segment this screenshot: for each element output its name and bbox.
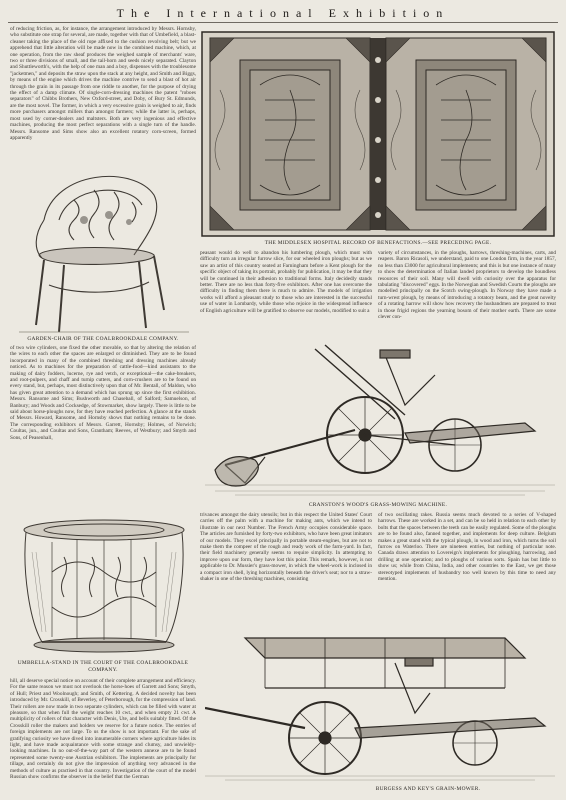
article-text-left-mid: of two wire cylinders, one fixed the other movable, so that by altering the relation of the wires to each other the spaces are enlarged or diminished. They are to be found incorporated in many of the combined threshing and dressing machines already noticed. As to machines for the preparation of cattle-food—kind assistants to the making of dairy fodders, lucerne, rye and vetch, or exceptional—the cake-breakers, and root-pulpers, and chaff and turnip cutters, and corn-crushers are to be found on every stand, but, perhaps, most distinctively upon that of Mr. Bentall, of Maldon, who has given great attention to a demand which has sprung up since the first exhibition. Messrs. Ransome and Sims; Bushworth and Chaseball, of Salford; Samuelson, of Banbury; and Woods and Cocksedge, of Stowmarket, show largely. There is little to be said about horse-ploughs now, for they have reached perfection. A glance at the stands of Messrs. Howard, Ransome, and Hornsby shows that nothing remains to be done. The corresponding exhibitors of Messrs. Garrett, Hornsby; Holmes, of Norwich; Coultas, jun., and Coultas and Sons, Grantham; Reeves, of Westbury; and Smyth and Sons, of Peasenhall, [10, 345, 196, 441]
caption-garden-chair: GARDEN-CHAIR OF THE COALBROOKDALE COMPANY. [27, 336, 179, 342]
article-text-left-bottom: hill, all deserve special notice on account of their complete arrangement and efficiency. For the same reason we must not overlook the horse-hoes of Garrett and Sons; Smyth, of Hull; Priest and Woolnough; and Smith, of Kettering. A decided novelty has been introduced by Mr. Crosskill, of Beverley, of Peterborough, for the compression of land. Their rollers are now made in two separate cylinders, which can be filled with water at pleasure, so that when full the weight reaches 10 cwt., and when empty 21 cwt. A multiplicity of rollers of that character with Denis, Ute, and bells suitably fitted. Of the Crosskill roller the makers and holders we reserve for a future notice. The entries of foreign implements are not large. To us the show is not important. For the sake of gratifying curiosity we have dived into innumerable corners where agriculture hides its light, and have made acquaintance with some strange and clumsy, and unwieldy-looking machines. In no out-of-the-way part of the western annexe are to be found represented some twenty-one Austrian exhibitors. The implements are principally for tillage, and certainly do not give the impression of anything very advanced in the methods of culture as practised in that country. Investigation of the court of the model Russian show confirms the observer in the belief that the German [10, 678, 196, 781]
header-rule [8, 22, 558, 23]
article-text-mid-b: variety of circumstances, in the ploughs, harrows, threshing-machines, carts, and reapers. Baron Ricasoli, we understand, paid to one London firm, in the year 1857, no less than £3000 for agricultural implements; and this is but one instance of many to show the determination of Italian landed proprietors to develop the boundless resources of their soil. Many will dwell with curiosity over the apparatus for tabulating "discovered" eggs. In the Norwegian and Swedish Courts the ploughs are modelled principally on the Scotch swing-plough. In Norway they have made a turn-wrest plough, by means of introducing a rotatory beam, and the great novelty of a rotating harrow will show how recovery the husbandmen are prepared to treat in those frigid regions the yearning bosom of their mother earth. There are some clever con- [378, 250, 556, 321]
grass-mower-illustration [205, 335, 555, 500]
article-text-mid-a: peasant would do well to abandon his lumbering plough, which must with difficulty turn an irregular furrow slice, for our wheeled iron ploughs; but as we saw an artist of this country seated at Farningham before a Kent plough for the specific object of taking its portrait, probably for publication, it may be that they will be continued in their adhesion to traditional forms. Italy decidedly stands better. There are no less than forty-five exhibitors. After one has overcome the difficulty in finding them there is much to admire. The models of irrigation works will afford a pleasant study to those who are interested in the successful use of water in Lombardy, while those who rejoice in the widespread influence of English agriculture will be gratified to observe our models, modified to suit a [200, 250, 372, 314]
umbrella-stand-illustration [12, 512, 196, 662]
article-text-mid-d: of two oscillating rakes. Russia seems much devoted to a series of V-shaped harrows. These are worked in a set, and can be so held in relation to each other by bolts that the spaces between the teeth can be easily regulated. Some of the ploughs are to be found also, fanned together, and implements for deep culture. Belgium makes a great stand with the typical plough, in wood and iron, which turns the soil furrow on Waterloo. There are nineteen entries, but nothing of particular note. Canada draws attention to Lovereign's implements for ploughing, harrowing, and drilling at one operation; and to ploughs of various sorts. Spain has but little to show us; while from China, India, and other countries to the East, we get those stereotyped implements of husbandry too well known by this time to need any mention. [378, 512, 556, 583]
grain-mower-illustration [205, 618, 555, 783]
umbrella-stand-engraving [12, 512, 196, 662]
article-text-mid-c: trivances amongst the dairy utensils; but in this respect the United States' Court carries off the palm with a machine for making ants, which we intend to illustrate in our next Number. The French Army occupies considerable space. The articles are furnished by forty-two exhibitors, who have been great imitators of our models. They excel principally in portable steam-engines, but are not to make them the compeer of the rough and ready work of the farm-yard. In fact, their field machinery generally seems to require simplicity. In attempting to improve upon our form, they have lost this point. This remark, however, is not applicable to Dr. Mussier's grass-mower, in which the wheel-work is inclosed in a compact iron shell, lying horizontally beneath the driver's seat; nor to a straw-shaker in one of the threshing machines, consisting [200, 512, 372, 583]
grain-mower-engraving [205, 618, 555, 783]
caption-grass-mower: CRANSTON'S WOOD'S GRASS-MOWING MACHINE. [308, 502, 448, 508]
book-cover-illustration [200, 30, 556, 238]
caption-umbrella-stand: UMBRELLA-STAND IN THE COURT OF THE COALBROOKDALE COMPANY. [17, 660, 189, 673]
caption-grain-mower: BURGESS AND KEY'S GRAIN-MOWER. [375, 786, 481, 792]
page-title: The International Exhibition [116, 6, 450, 20]
grass-mower-engraving [205, 335, 555, 500]
book-cover-engraving [200, 30, 556, 238]
garden-chair-engraving [14, 160, 194, 340]
caption-book-cover: THE MIDDLESEX HOSPITAL RECORD OF BENEFACTIONS.—SEE PRECEDING PAGE. [264, 240, 492, 246]
garden-chair-illustration [14, 160, 194, 340]
article-text-left-top: of reducing friction, as, for instance, the arrangement introduced by Messrs. Hornsby, who substitute one strap for several, are made, together with that of Umbefield, a blast-cleaner taking the place of the old rope affixed to the cushion revolving belt; but we apprehend that little alteration will be made now in the combined machine, which, at one operation, from the raw sheaf produces the weighed sample of merchants' ware, two or three divisions of small, and the tail-horn and seeds nicely separated. Clayton and Shuttleworth's, with the help of one man and a boy, dispenses with the troublesome "jacketmen," and deposits the straw upon the stack at any height, and Smith and Biggs, by means of the engine which drives the machine contrive to send a blast of hot air through the grain in its passage from one riddle to another, for the purpose of drying the effect of a damp climate. Of single-corn-dressing machines the patent "roboes separators" of Chibbs Brothers, New Oxford-street, and Doby, of Bury St. Edmunds, are the most novel. The former, in which a very excessive grain is weighed to air, finds more purchasers amongst millers than amongst farmers; while the latter is, perhaps, most used by corner-dealers and maltsters. Both are very ingenious and effective machines, producing the most perfect separations with a single turn of the handle. Messrs. Ransome and Sims show also an excellent rotatory corn-screen, formed apparently [10, 26, 196, 141]
